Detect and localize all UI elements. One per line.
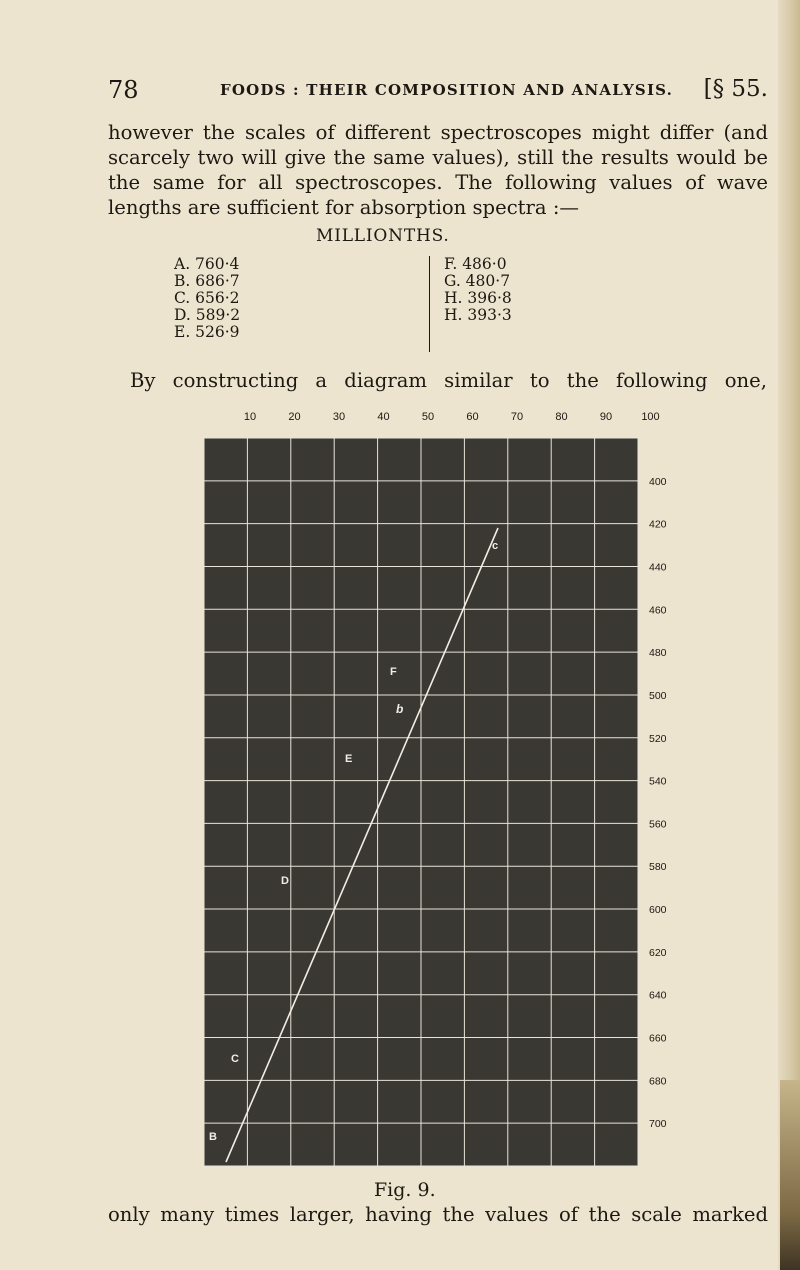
- table-title: MILLIONTHS.: [316, 226, 450, 246]
- wavelength-label: 640: [649, 989, 667, 1002]
- wavelength-label: 700: [649, 1118, 667, 1131]
- top-scale-label: 100: [641, 411, 660, 423]
- wavelength-entry: A. 760·4: [174, 255, 240, 273]
- wavelength-scale: [649, 476, 667, 1130]
- top-scale-label: 90: [599, 411, 613, 423]
- wavelength-label: 620: [649, 946, 667, 959]
- top-scale: [244, 411, 660, 423]
- paragraph-line: the same for all spectroscopes. The following values of wave: [108, 171, 768, 194]
- wavelength-entry: E. 526·9: [174, 323, 240, 341]
- top-scale-label: 60: [466, 411, 479, 423]
- wavelength-entry: H. 396·8: [444, 289, 512, 307]
- wavelength-label: 600: [649, 904, 667, 917]
- wavelength-label: 680: [649, 1075, 667, 1088]
- paragraph-line: scarcely two will give the same values), still the results would be: [108, 146, 768, 169]
- closing-line: only many times larger, having the values of the scale marked: [108, 1203, 768, 1226]
- line-label-e: E: [345, 753, 353, 765]
- line-label-d: D: [281, 875, 289, 887]
- top-scale-label: 80: [555, 411, 568, 423]
- top-scale-label: 30: [332, 411, 346, 423]
- wavelength-label: 440: [649, 561, 667, 574]
- wavelength-label: 560: [649, 818, 667, 831]
- wavelength-label: 480: [649, 647, 667, 660]
- wavelength-entry: G. 480·7: [444, 272, 511, 290]
- wavelength-entry: D. 589·2: [174, 306, 241, 324]
- running-title: FOODS : THEIR COMPOSITION AND ANALYSIS.: [220, 81, 674, 99]
- figure-caption: Fig. 9.: [374, 1179, 436, 1201]
- wavelength-label: 460: [649, 604, 667, 617]
- top-scale-label: 70: [510, 411, 524, 423]
- paragraph-line: lengths are sufficient for absorption spectra :—: [108, 196, 580, 219]
- wavelength-entry: F. 486·0: [444, 255, 507, 273]
- page-number: 78: [108, 76, 139, 104]
- line-label-b-upper: B: [209, 1131, 217, 1143]
- line-label-c-lower: c: [492, 540, 499, 552]
- wavelength-label: 580: [649, 861, 667, 874]
- top-scale-label: 50: [421, 411, 435, 423]
- wavelength-entry: H. 393·3: [444, 306, 512, 324]
- line-label-f: F: [390, 666, 397, 678]
- wavelength-label: 660: [649, 1032, 667, 1045]
- paragraph-line: however the scales of different spectroscopes might differ (and: [108, 121, 768, 144]
- wavelength-label: 500: [649, 689, 667, 702]
- wavelength-label: 420: [649, 518, 667, 531]
- lead-in-sentence: By constructing a diagram similar to the following one,: [130, 369, 767, 392]
- section-number: [§ 55.: [703, 76, 768, 102]
- wavelength-entry: B. 686·7: [174, 272, 240, 290]
- wavelength-label: 540: [649, 775, 667, 788]
- wavelength-entry: C. 656·2: [174, 289, 240, 307]
- wavelength-label: 400: [649, 475, 667, 488]
- line-label-b-lower: b: [396, 702, 404, 716]
- line-label-c-upper: C: [231, 1053, 239, 1065]
- top-scale-label: 10: [243, 411, 257, 423]
- top-scale-label: 40: [377, 411, 390, 423]
- wavelength-label: 520: [649, 732, 667, 745]
- top-scale-label: 20: [288, 411, 301, 423]
